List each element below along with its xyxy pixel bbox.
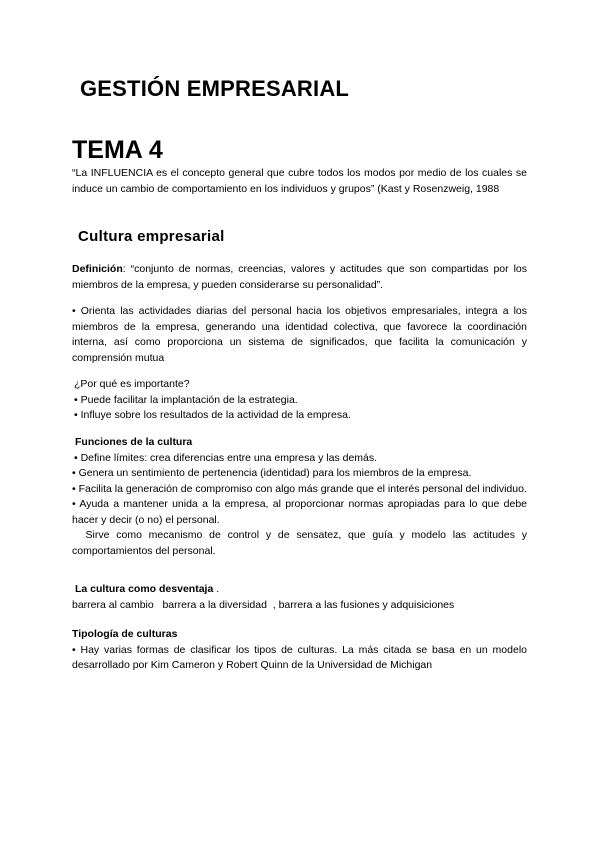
orienta-paragraph: • Orienta las actividades diarias del personal hacia los objetivos empresariales, integra a los miembros de la empresa, generando una identidad colectiva, que favorece la coordinación interna, así como proporciona un sistema de significados, que facilita la comunicación y comprensión mutua — [72, 305, 527, 364]
funciones-item: • Define límites: crea diferencias entre una empresa y las demás. — [74, 451, 378, 464]
topic-heading: TEMA 4 — [72, 136, 163, 164]
tipologia-text: • Hay varias formas de clasificar los tipos de culturas. La más citada se basa en un modelo desarrollado por Kim Cameron y Robert Quinn de la Universidad de Michigan — [72, 643, 527, 671]
influence-quote: “La INFLUENCIA es el concepto general que cubre todos los modos por medio de los cuales se induce un cambio de comportamiento en los individuos y grupos” (Kast y Rosenzweig, 1988 — [72, 167, 527, 195]
funciones-item: • Genera un sentimiento de pertenencia (identidad) para los miembros de la empresa. — [72, 467, 472, 479]
funciones-block — [72, 435, 530, 559]
desventaja-heading: La cultura como desventaja — [75, 583, 214, 595]
desventaja-text: barrera al cambio barrera a la diversidad , barrera a las fusiones y adquisiciones — [72, 598, 455, 611]
importance-item: • Influye sobre los resultados de la actividad de la empresa. — [74, 409, 351, 421]
definition-paragraph — [72, 262, 527, 293]
funciones-item: Sirve como mecanismo de control y de sensatez, que guía y modelo las actitudes y comportamientos del personal. — [72, 529, 530, 557]
importance-block — [74, 377, 529, 424]
importance-question: ¿Por qué es importante? — [74, 378, 190, 390]
document-title: GESTIÓN EMPRESARIAL — [80, 76, 350, 101]
tipologia-heading: Tipología de culturas — [72, 628, 178, 640]
importance-item: • Puede facilitar la implantación de la estrategia. — [74, 393, 298, 406]
section-heading-cultura: Cultura empresarial — [78, 228, 225, 245]
desventaja-heading-suffix: . — [213, 583, 220, 595]
funciones-item: • Facilita la generación de compromiso con algo más grande que el interés personal del individuo. — [72, 482, 527, 495]
funciones-item: • Ayuda a mantener unida a la empresa, al proporcionar normas apropiadas para lo que debe hacer y decir (o no) el personal. — [72, 498, 527, 526]
tipologia-block — [72, 627, 527, 674]
desventaja-block — [72, 582, 527, 613]
funciones-heading: Funciones de la cultura — [75, 436, 193, 448]
definition-label: Definición — [72, 263, 123, 275]
definition-text: : “conjunto de normas, creencias, valores y actitudes que son compartidas por los miembros de la empresa, y pueden considerarse su personalidad”. — [72, 263, 527, 291]
